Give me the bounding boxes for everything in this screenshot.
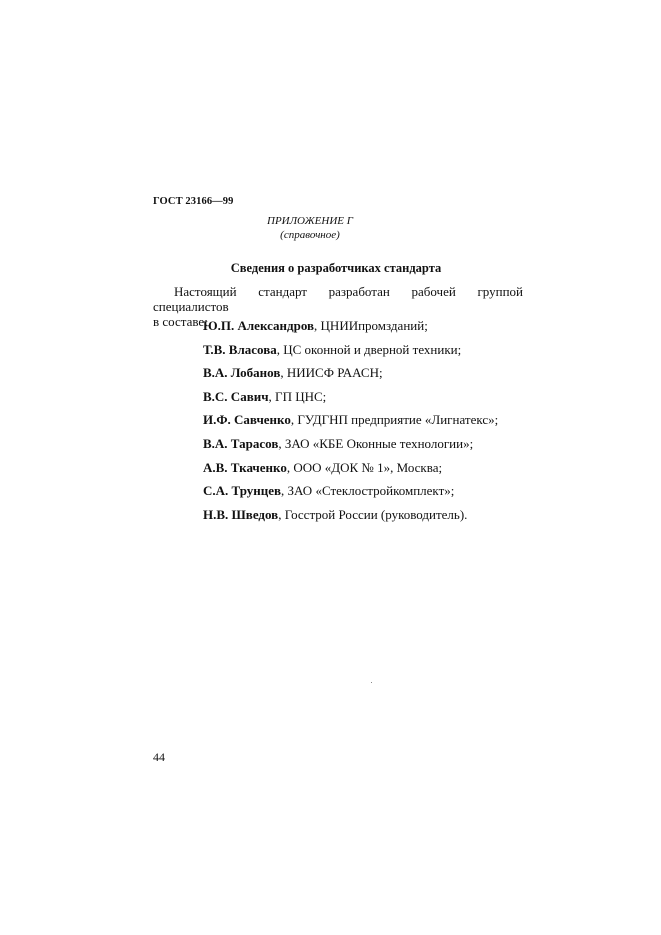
developer-organization: , Госстрой России (руководитель).: [278, 506, 468, 522]
developers-list: [203, 318, 498, 530]
page-number: 44: [153, 750, 165, 764]
developer-organization: , ЦНИИпромзданий;: [314, 318, 428, 333]
list-item: [203, 389, 498, 404]
developer-name: Н.В. Шведов: [203, 506, 279, 522]
developer-name: С.А. Трунцев: [203, 483, 282, 499]
section-title: Сведения о разработчиках стандарта: [230, 261, 442, 275]
intro-line-2: в составе:: [153, 314, 208, 329]
developer-organization: , ЗАО «Стеклостройкомплект»;: [281, 483, 455, 499]
developer-name: А.В. Ткаченко: [203, 459, 287, 475]
list-item: [203, 412, 498, 427]
developer-organization: , ГП ЦНС;: [268, 388, 327, 404]
developer-name: В.С. Савич: [203, 388, 269, 404]
developer-organization: , ООО «ДОК № 1», Москва;: [286, 459, 443, 475]
list-item: [203, 436, 498, 451]
developer-name: И.Ф. Савченко: [203, 412, 291, 428]
developer-organization: , ЦС оконной и дверной техники;: [276, 341, 462, 357]
list-item: [203, 365, 498, 380]
appendix-title: ПРИЛОЖЕНИЕ Г: [267, 215, 353, 227]
developer-name: В.А. Лобанов: [203, 365, 281, 381]
document-header: ГОСТ 23166—99: [153, 196, 234, 207]
list-item: [203, 342, 498, 357]
developer-name: Т.В. Власова: [203, 341, 277, 357]
developer-name: В.А. Тарасов: [203, 435, 279, 451]
list-item: [203, 318, 498, 333]
developer-organization: , НИИСФ РААСН;: [280, 365, 383, 381]
list-item: [203, 483, 498, 498]
list-item: [203, 507, 498, 522]
scan-speck: [371, 682, 372, 683]
developer-organization: , ЗАО «КБЕ Оконные технологии»;: [278, 435, 474, 451]
list-item: [203, 460, 498, 475]
developer-name: Ю.П. Александров: [203, 318, 315, 333]
intro-line-1: Настоящий стандарт разработан рабочей группой специалистов: [153, 284, 523, 314]
developer-organization: , ГУДГНП предприятие «Лигнатекс»;: [290, 412, 499, 428]
appendix-subtitle: (справочное): [280, 229, 340, 241]
